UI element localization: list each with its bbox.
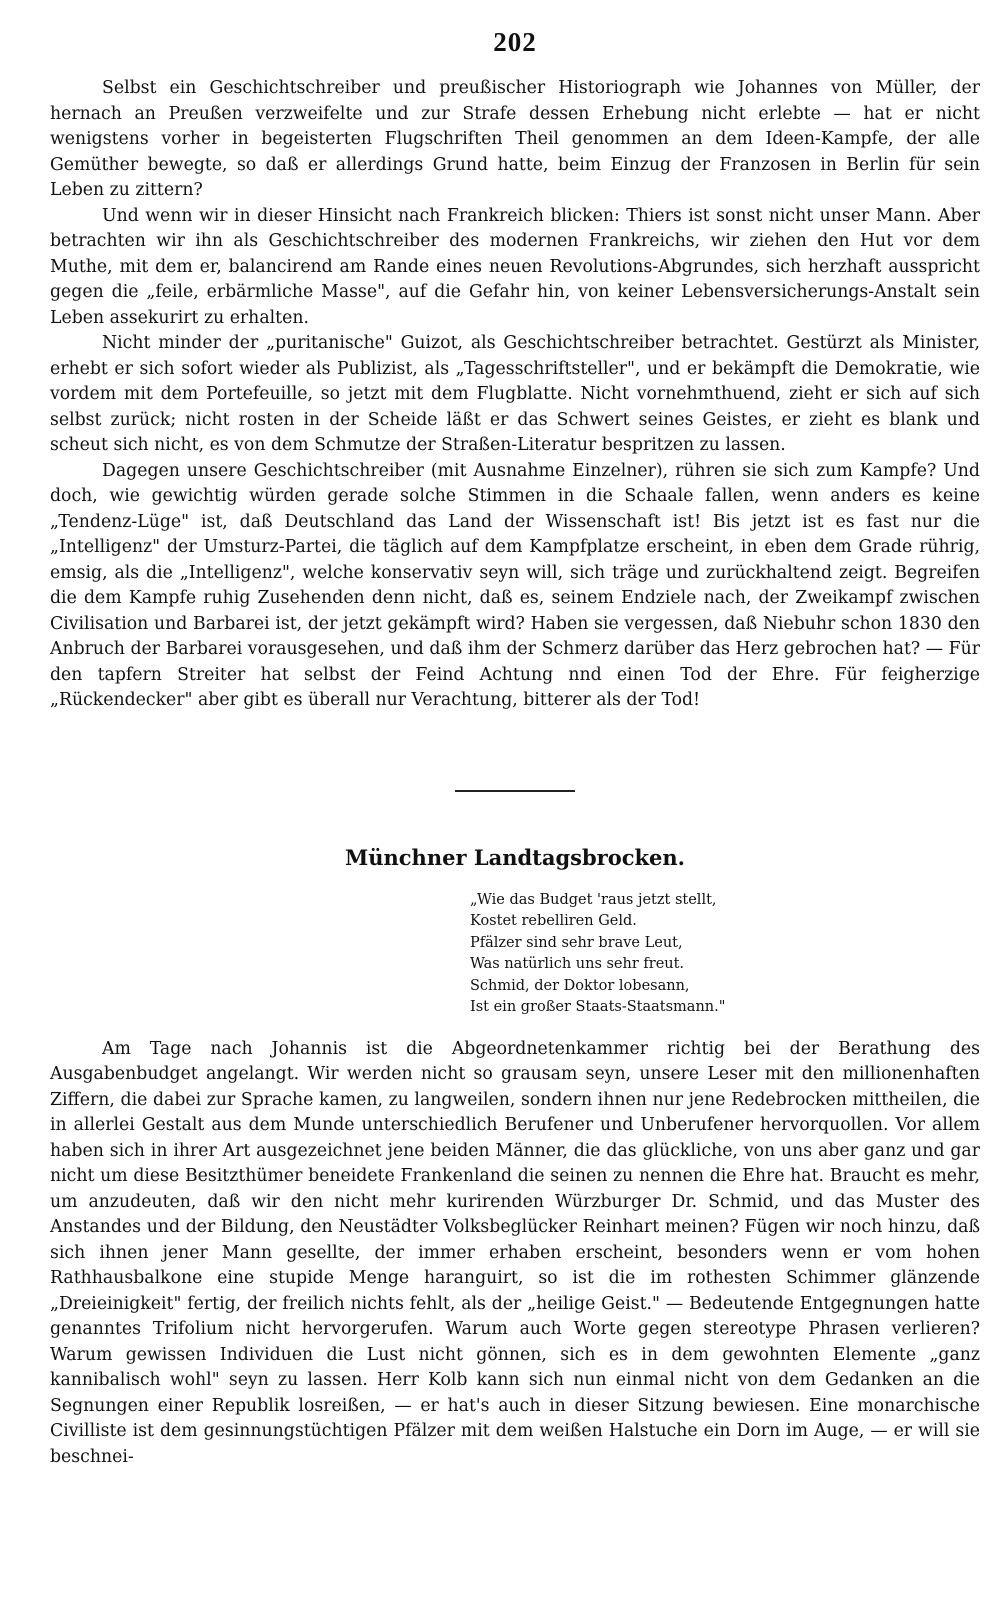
poem-line: Pfälzer sind sehr brave Leut, bbox=[470, 934, 683, 951]
paragraph-landtag: Am Tage nach Johannis ist die Abgeordnetenkammer richtig bei der Berathung des Ausgabenbudget angelangt. Wir werden nicht so grausam seyn, unsere Leser mit den millionenhaften Ziffern, die dabei zur Sprache kamen, zu langweilen, sondern ihnen nur jene Redebrocken mittheilen, die in allerlei Gestalt aus dem Munde unterschiedlich Berufener und Unberufener hervorquollen. Vor allem haben sich in ihrer Art ausgezeichnet jene beiden Männer, die das glückliche, von uns aber ganz und gar nicht um diese Besitzthümer beneidete Frankenland die seinen zu nennen die Ehre hat. Braucht es mehr, um anzudeuten, daß wir den nicht mehr kurirenden Würzburger Dr. Schmid, und das Muster des Anstandes und der Bildung, den Neustädter Volksbeglücker Reinhart meinen? Fügen wir noch hinzu, daß sich ihnen jener Mann gesellte, der immer erhaben erscheint, besonders wenn er vom hohen Rathhausbalkone eine stupide Menge haranguirt, so ist die im rothesten Schimmer glänzende „Dreieinigkeit" fertig, der freilich nichts fehlt, als der „heilige Geist." — Bedeutende Entgegnungen hatte genanntes Trifolium nicht hervorgerufen. Warum auch Worte gegen stereotype Phrasen verlieren? Warum gewissen Individuen die Lust nicht gönnen, sich es in dem gewohnten Elemente „ganz kannibalisch wohl" seyn zu lassen. Herr Kolb kann sich nun einmal nicht von dem Gedanken an die Segnungen einer Republik losreißen, — er hat's auch in dieser Sitzung bewiesen. Eine monarchische Civilliste ist dem gesinnungstüchtigen Pfälzer mit dem weißen Halstuche ein Dorn im Auge, — er will sie beschnei- bbox=[50, 1038, 980, 1467]
paragraph-mueller: Selbst ein Geschichtschreiber und preußischer Historiograph wie Johannes von Müller, der hernach an Preußen verzweifelte und zur Strafe dessen Erhebung nicht erlebte — hat er nicht wenigstens vorher in begeisterten Flugschriften Theil genommen an dem Ideen-Kampfe, der alle Gemüther bewegte, so daß er allerdings Grund hatte, beim Einzug der Franzosen in Berlin für sein Leben zu zittern? bbox=[50, 78, 980, 200]
section-divider bbox=[455, 790, 575, 792]
article-bottom bbox=[50, 1037, 980, 1471]
poem-line: Ist ein großer Staats-Staatsmann." bbox=[470, 999, 726, 1015]
epigraph-poem bbox=[470, 890, 980, 1019]
paragraph-thiers: Und wenn wir in dieser Hinsicht nach Frankreich blicken: Thiers ist sonst nicht unser Mann. Aber betrachten wir ihn als Geschichtschreiber des modernen Frankreichs, wir ziehen den Hut vor dem Muthe, mit dem er, balancirend am Rande eines neuen Revolutions-Abgrundes, sich herzhaft ausspricht gegen die „feile, erbärmliche Masse", auf die Gefahr hin, von keiner Lebensversicherungs-Anstalt sein Leben assekurirt zu erhalten. bbox=[50, 205, 980, 328]
poem-line: Kostet rebelliren Geld. bbox=[470, 913, 637, 929]
paragraph-guizot: Nicht minder der „puritanische" Guizot, als Geschichtschreiber betrachtet. Gestürzt als Minister, erhebt er sich sofort wieder als Publizist, als „Tagesschriftsteller", und er bekämpft die Demokratie, wie vordem mit dem Portefeuille, so jetzt mit dem Flugblatte. Nicht vornehmthuend, zieht er sich auf sich selbst zurück; nicht rosten in der Scheide läßt er das Schwert seines Geistes, er zieht es blank und scheut sich nicht, es von dem Schmutze der Straßen-Literatur bespritzen zu lassen. bbox=[50, 333, 980, 455]
page-number: 202 bbox=[493, 27, 537, 57]
section-heading: Münchner Landtagsbrocken. bbox=[344, 844, 685, 870]
article-top bbox=[50, 76, 980, 714]
poem-line: Was natürlich uns sehr freut. bbox=[470, 956, 685, 972]
poem-line: „Wie das Budget 'raus jetzt stellt, bbox=[470, 891, 717, 908]
paragraph-geschichtschreiber: Dagegen unsere Geschichtschreiber (mit Ausnahme Einzelner), rühren sie sich zum Kampfe? Und doch, wie gewichtig würden gerade solche Stimmen in die Schaale fallen, wenn anders es keine „Tendenz-Lüge" ist, daß Deutschland das Land der Wissenschaft ist! Bis jetzt ist es fast nur die „Intelligenz" der Umsturz-Partei, die täglich auf dem Kampfplatze erscheint, in eben dem Grade rührig, emsig, als die „Intelligenz", welche konservativ seyn will, sich träge und zurückhaltend zeigt. Begreifen die dem Kampfe ruhig Zusehenden denn nicht, daß es, seinem Endziele nach, der Zweikampf zwischen Civilisation und Barbarei ist, der jetzt gekämpft wird? Haben sie vergessen, daß Niebuhr schon 1830 den Anbruch der Barbarei vorausgesehen, und daß ihm der Schmerz darüber das Herz gebrochen hat? — Für den tapfern Streiter hat selbst der Feind Achtung nnd einen Tod der Ehre. Für feigherzige „Rückendecker" aber gibt es überall nur Verachtung, bitterer als der Tod! bbox=[50, 460, 980, 710]
poem-line: Schmid, der Doktor lobesann, bbox=[470, 977, 690, 994]
